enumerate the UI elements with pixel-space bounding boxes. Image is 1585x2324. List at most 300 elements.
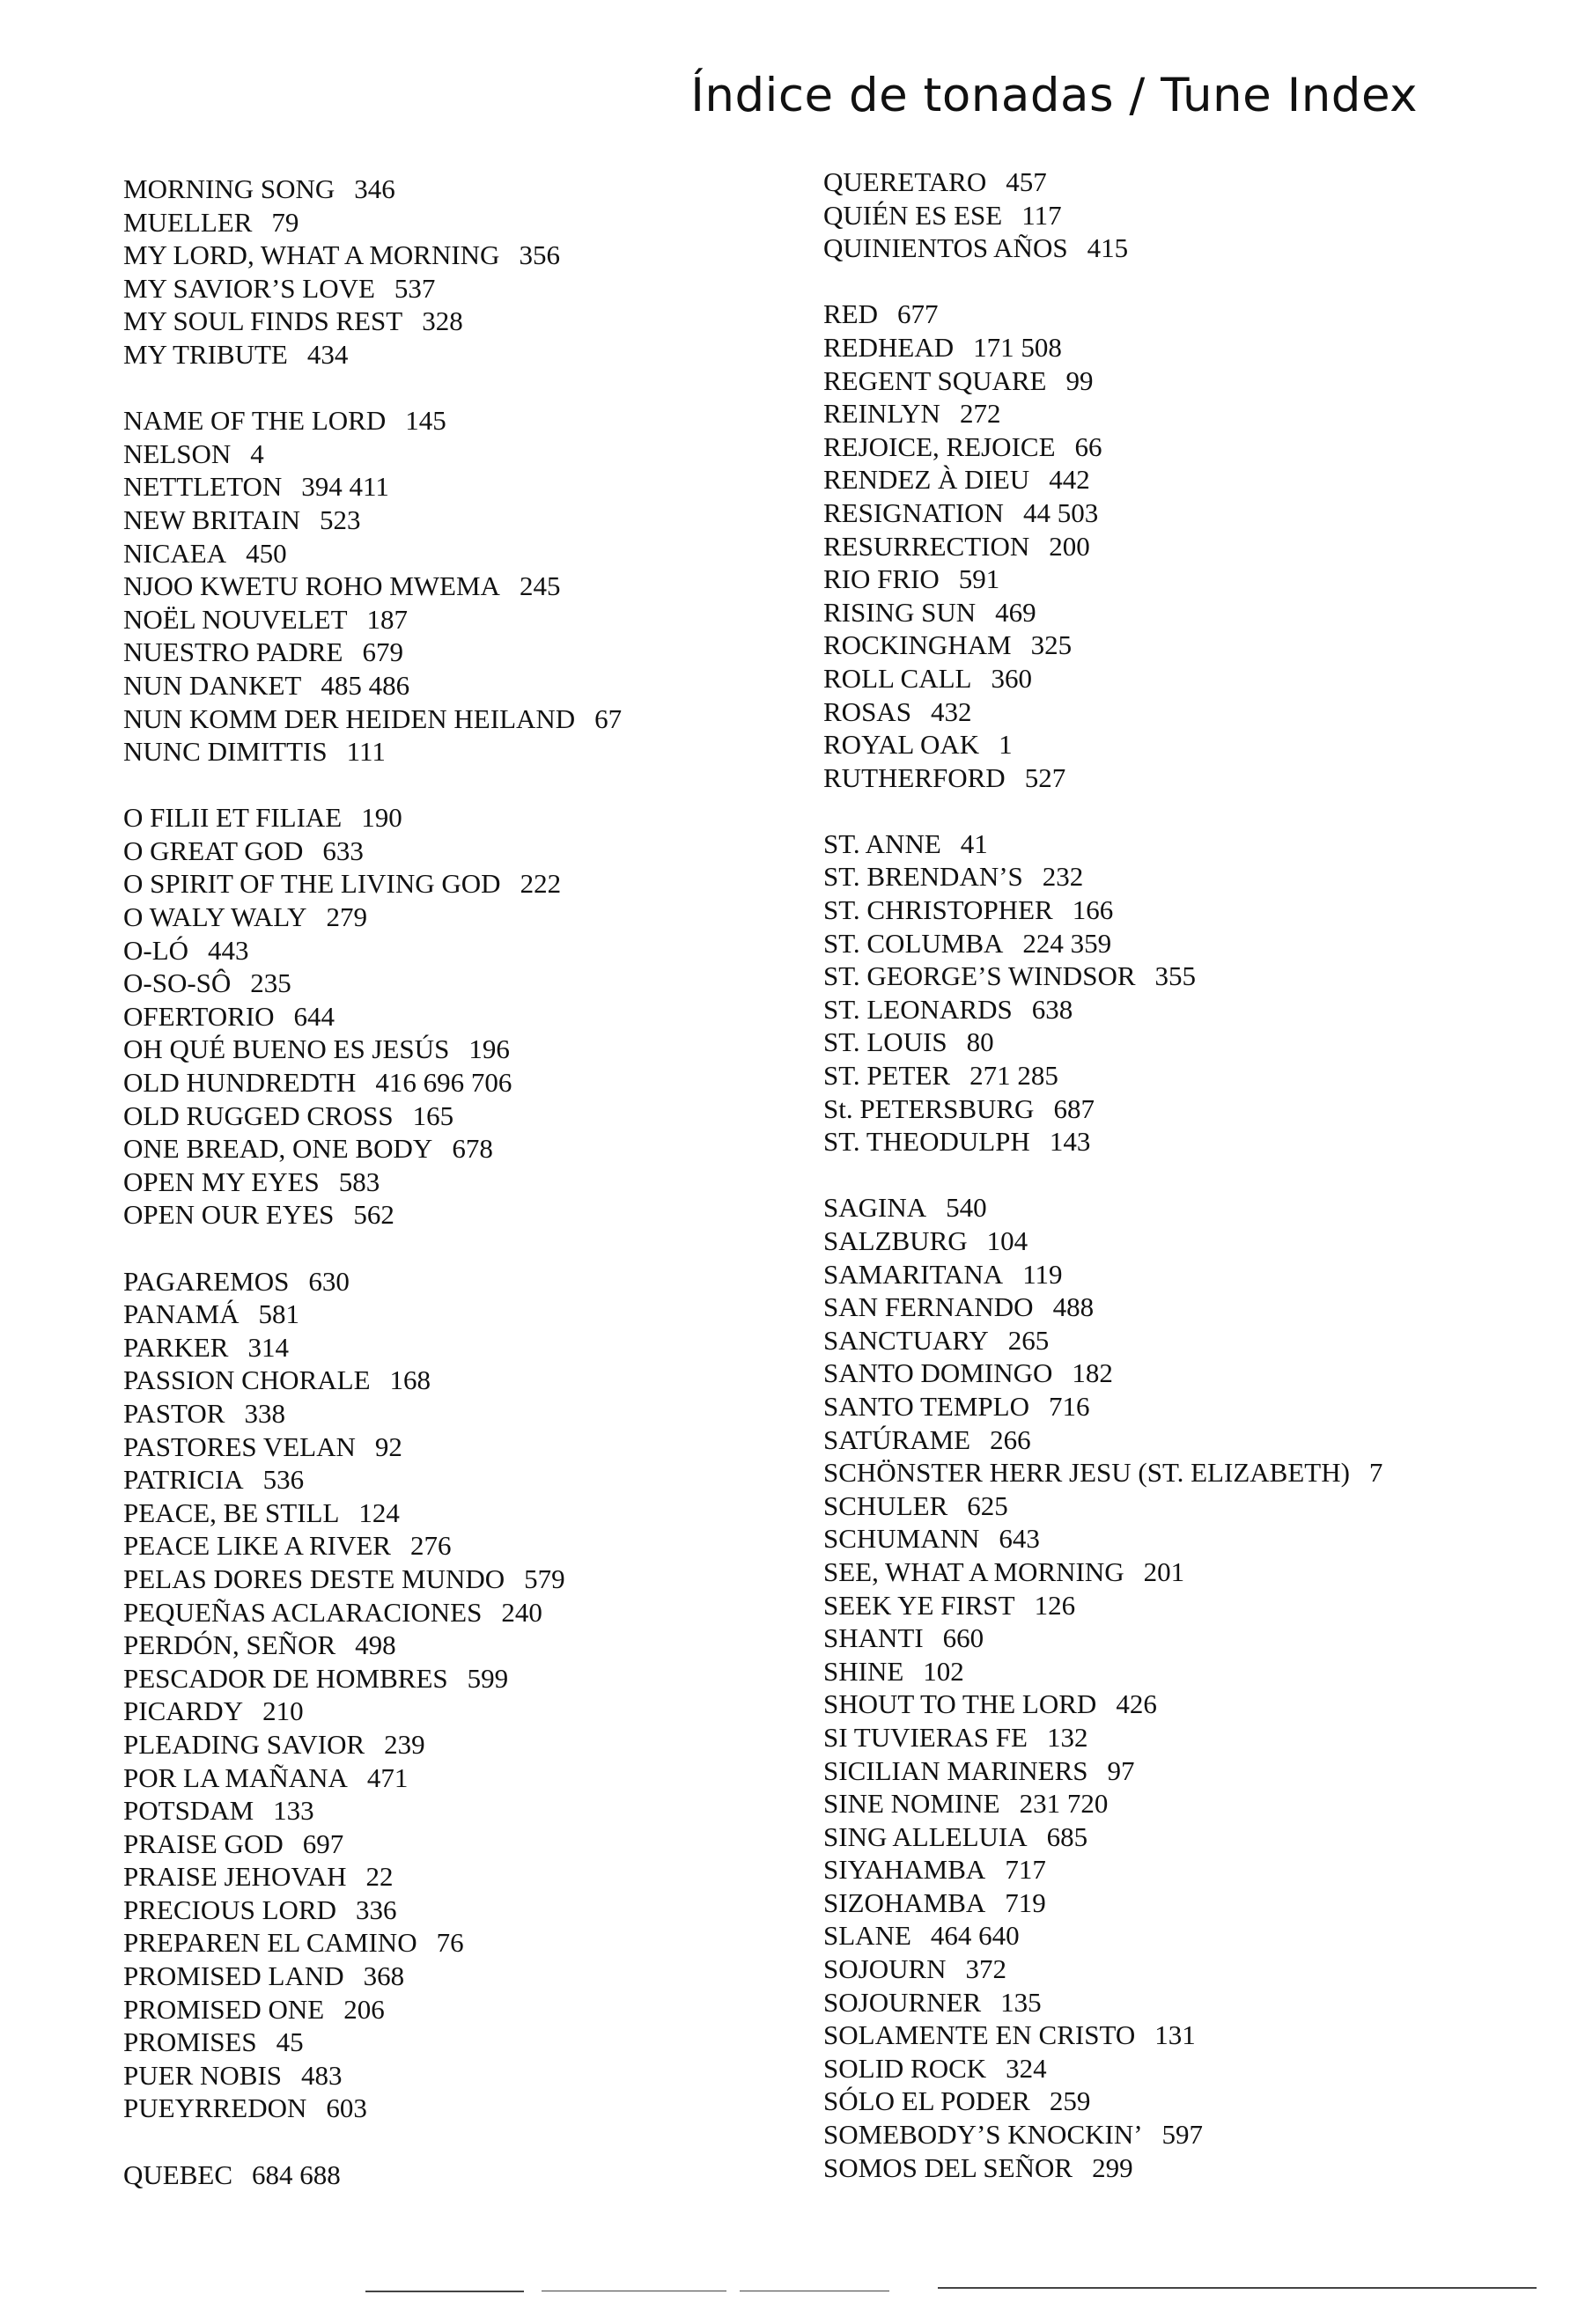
tune-name: SLANE <box>823 1920 911 1952</box>
hymn-numbers: 272 <box>959 398 1001 430</box>
tune-entry <box>123 206 792 239</box>
tune-name: NEW BRITAIN <box>123 504 301 535</box>
tune-name: SCHÖNSTER HERR JESU (ST. ELIZABETH) <box>823 1457 1350 1489</box>
hymn-numbers: 126 <box>1034 1589 1076 1621</box>
tune-entry <box>123 1529 792 1563</box>
tune-entry <box>823 993 1554 1026</box>
hymn-numbers: 372 <box>965 1953 1007 1985</box>
hymn-numbers: 597 <box>1161 2119 1204 2151</box>
tune-entry <box>823 1092 1554 1126</box>
tune-name: O-SO-SÔ <box>123 967 232 999</box>
hymn-numbers: 145 <box>405 405 446 437</box>
tune-name: SOLAMENTE EN CRISTO <box>823 2019 1136 2051</box>
hymn-numbers: 4 <box>250 438 264 469</box>
hymn-numbers: 643 <box>999 1523 1040 1555</box>
tune-name: O WALY WALY <box>123 901 307 933</box>
hymn-numbers: 135 <box>1000 1986 1042 2018</box>
hymn-numbers: 271 285 <box>969 1060 1058 1092</box>
tune-entry <box>123 1430 792 1464</box>
hymn-numbers: 633 <box>322 835 364 866</box>
hymn-numbers: 717 <box>1005 1854 1046 1886</box>
tune-name: PROMISED LAND <box>123 1960 344 1992</box>
hymn-numbers: 276 <box>409 1530 452 1562</box>
page-title: Índice de tonadas / Tune Index <box>690 69 1418 122</box>
tune-entry <box>823 1986 1554 2019</box>
hymn-numbers: 265 <box>1007 1324 1050 1356</box>
hymn-numbers: 562 <box>353 1199 394 1231</box>
tune-entry <box>823 2052 1554 2085</box>
tune-name: SÓLO EL PODER <box>823 2085 1030 2117</box>
tune-entry <box>123 1629 792 1662</box>
hymn-numbers: 80 <box>966 1026 994 1058</box>
hymn-numbers: 210 <box>262 1695 304 1727</box>
tune-name: SCHULER <box>823 1489 948 1521</box>
tune-name: PRAISE JEHOVAH <box>123 1861 347 1893</box>
hymn-numbers: 133 <box>273 1795 314 1827</box>
tune-name: OPEN OUR EYES <box>123 1199 335 1231</box>
tune-entry <box>123 702 792 736</box>
tune-name: NUN KOMM DER HEIDEN HEILAND <box>123 702 576 734</box>
tune-entry <box>823 1324 1554 1357</box>
hymn-numbers: 488 <box>1052 1291 1095 1323</box>
hymn-numbers: 196 <box>468 1033 510 1065</box>
tune-entry <box>123 2159 792 2192</box>
tune-name: QUERETARO <box>823 166 987 197</box>
hymn-numbers: 119 <box>1022 1258 1063 1290</box>
tune-entry <box>823 1059 1554 1092</box>
footer-rule <box>365 2291 524 2292</box>
hymn-numbers: 67 <box>594 702 623 734</box>
tune-name: OFERTORIO <box>123 1000 275 1032</box>
hymn-numbers: 360 <box>991 662 1032 694</box>
hymn-numbers: 168 <box>389 1364 431 1396</box>
hymn-numbers: 355 <box>1154 960 1197 992</box>
tune-entry <box>823 596 1554 629</box>
tune-entry <box>823 1555 1554 1589</box>
tune-name: SHINE <box>823 1655 904 1687</box>
hymn-numbers: 685 <box>1046 1820 1088 1852</box>
tune-name: O SPIRIT OF THE LIVING GOD <box>123 868 501 900</box>
tune-entry <box>123 1860 792 1894</box>
hymn-numbers: 102 <box>923 1655 964 1687</box>
tune-name: SATÚRAME <box>823 1423 971 1455</box>
tune-name: OPEN MY EYES <box>123 1166 320 1197</box>
tune-entry <box>123 1265 792 1298</box>
tune-name: QUIÉN ES ESE <box>823 199 1003 231</box>
tune-name: SINE NOMINE <box>823 1788 1000 1820</box>
tune-name: NUNC DIMITTIS <box>123 736 328 768</box>
tune-entry <box>823 1953 1554 1986</box>
tune-name: REJOICE, REJOICE <box>823 430 1056 462</box>
tune-name: POR LA MAÑANA <box>123 1761 348 1793</box>
tune-name: ST. GEORGE’S WINDSOR <box>823 960 1136 992</box>
hymn-numbers: 224 359 <box>1022 927 1112 959</box>
tune-name: PAGAREMOS <box>123 1265 290 1297</box>
tune-entry <box>123 967 792 1000</box>
footer-rule <box>938 2287 1537 2289</box>
tune-name: MORNING SONG <box>123 173 335 204</box>
hymn-numbers: 279 <box>326 901 367 933</box>
tune-name: REDHEAD <box>823 331 955 363</box>
hymn-numbers: 143 <box>1049 1126 1091 1158</box>
hymn-numbers: 338 <box>244 1397 285 1429</box>
hymn-numbers: 239 <box>384 1728 425 1760</box>
tune-name: ROSAS <box>823 695 911 727</box>
hymn-numbers: 540 <box>946 1192 987 1224</box>
tune-name: PROMISED ONE <box>123 1993 325 2025</box>
tune-name: SOJOURNER <box>823 1986 982 2018</box>
tune-name: PRECIOUS LORD <box>123 1894 337 1925</box>
tune-name: PERDÓN, SEÑOR <box>123 1629 336 1661</box>
hymn-numbers: 356 <box>519 239 560 271</box>
hymn-numbers: 450 <box>246 537 287 569</box>
tune-entry <box>123 438 792 471</box>
tune-entry <box>123 1960 792 1993</box>
tune-name: SOMOS DEL SEÑOR <box>823 2151 1073 2183</box>
tune-entry <box>123 1463 792 1497</box>
tune-name: ROYAL OAK <box>823 729 980 761</box>
letter-group <box>123 173 792 371</box>
tune-name: NUESTRO PADRE <box>123 636 343 668</box>
hymn-numbers: 182 <box>1072 1357 1113 1389</box>
tune-entry <box>823 1191 1554 1225</box>
hymn-numbers: 416 696 706 <box>375 1067 512 1099</box>
tune-entry <box>823 1489 1554 1523</box>
hymn-numbers: 324 <box>1006 2052 1047 2084</box>
hymn-numbers: 464 640 <box>930 1920 1020 1952</box>
hymn-numbers: 124 <box>358 1497 400 1528</box>
hymn-numbers: 259 <box>1049 2085 1091 2117</box>
hymn-numbers: 426 <box>1116 1688 1157 1720</box>
tune-entry <box>123 603 792 636</box>
tune-entry <box>823 960 1554 993</box>
hymn-numbers: 201 <box>1143 1555 1185 1587</box>
hymn-numbers: 314 <box>247 1331 289 1363</box>
tune-entry <box>823 1357 1554 1390</box>
tune-entry <box>123 2092 792 2125</box>
tune-name: PASTORES VELAN <box>123 1430 356 1462</box>
tune-name: SICILIAN MARINERS <box>823 1754 1088 1786</box>
tune-name: ROLL CALL <box>823 662 972 694</box>
tune-entry <box>823 2019 1554 2052</box>
hymn-numbers: 111 <box>346 736 386 768</box>
hymn-numbers: 104 <box>986 1225 1028 1256</box>
tune-entry <box>123 801 792 835</box>
hymn-numbers: 92 <box>374 1430 402 1462</box>
tune-name: ST. PETER <box>823 1060 951 1092</box>
tune-entry <box>123 1761 792 1795</box>
tune-name: SHOUT TO THE LORD <box>823 1688 1097 1720</box>
tune-entry <box>823 1258 1554 1291</box>
hymn-numbers: 583 <box>338 1166 380 1197</box>
hymn-numbers: 432 <box>930 695 972 727</box>
tune-name: ST. CHRISTOPHER <box>823 894 1053 926</box>
tune-entry <box>823 1291 1554 1324</box>
tune-name: PARKER <box>123 1331 229 1363</box>
hymn-numbers: 678 <box>452 1133 493 1165</box>
tune-name: OH QUÉ BUENO ES JESÚS <box>123 1033 450 1065</box>
hymn-numbers: 131 <box>1154 2019 1196 2051</box>
tune-name: O FILII ET FILIAE <box>123 802 343 834</box>
tune-name: PESCADOR DE HOMBRES <box>123 1662 448 1694</box>
tune-name: ONE BREAD, ONE BODY <box>123 1133 433 1165</box>
tune-name: SOLID ROCK <box>823 2052 987 2084</box>
tune-entry <box>823 695 1554 729</box>
letter-group <box>123 801 792 1232</box>
hymn-numbers: 537 <box>394 272 436 304</box>
tune-entry <box>123 2026 792 2059</box>
hymn-numbers: 45 <box>276 2026 304 2058</box>
tune-name: SANTO TEMPLO <box>823 1390 1029 1422</box>
tune-name: SEE, WHAT A MORNING <box>823 1555 1124 1587</box>
tune-entry <box>123 1132 792 1166</box>
tune-name: PELAS DORES DESTE MUNDO <box>123 1563 505 1594</box>
right-index-column <box>823 165 1554 2217</box>
tune-name: SHANTI <box>823 1622 924 1654</box>
tune-entry <box>823 2118 1554 2151</box>
hymn-numbers: 22 <box>365 1861 394 1893</box>
hymn-numbers: 687 <box>1053 1092 1095 1124</box>
hymn-numbers: 603 <box>326 2092 367 2124</box>
tune-entry <box>823 530 1554 563</box>
tune-entry <box>823 1622 1554 1655</box>
hymn-numbers: 485 486 <box>321 669 410 701</box>
tune-entry <box>823 2085 1554 2118</box>
tune-entry <box>123 1198 792 1232</box>
tune-name: SIZOHAMBA <box>823 1886 986 1918</box>
hymn-numbers: 76 <box>436 1927 464 1959</box>
tune-entry <box>823 860 1554 894</box>
hymn-numbers: 697 <box>302 1828 344 1859</box>
tune-name: RED <box>823 298 878 330</box>
hymn-numbers: 442 <box>1049 464 1090 496</box>
tune-name: PROMISES <box>123 2026 257 2058</box>
tune-name: SOMEBODY’S KNOCKIN’ <box>823 2119 1143 2151</box>
tune-name: O GREAT GOD <box>123 835 304 866</box>
tune-entry <box>823 1919 1554 1953</box>
letter-group <box>823 1191 1554 2184</box>
tune-entry <box>123 338 792 371</box>
tune-name: SAN FERNANDO <box>823 1291 1034 1323</box>
hymn-numbers: 325 <box>1030 629 1073 661</box>
tune-entry <box>123 239 792 272</box>
tune-entry <box>123 470 792 504</box>
tune-entry <box>123 1662 792 1695</box>
tune-entry <box>823 1225 1554 1258</box>
hymn-numbers: 222 <box>520 868 562 900</box>
tune-name: SALZBURG <box>823 1225 968 1256</box>
tune-entry <box>823 298 1554 331</box>
hymn-numbers: 483 <box>301 2059 343 2091</box>
tune-name: PICARDY <box>123 1695 244 1727</box>
tune-entry <box>123 272 792 305</box>
hymn-numbers: 97 <box>1107 1754 1135 1786</box>
tune-name: PLEADING SAVIOR <box>123 1728 365 1760</box>
tune-entry <box>823 728 1554 761</box>
tune-name: PEQUEÑAS ACLARACIONES <box>123 1596 483 1628</box>
tune-entry <box>123 1331 792 1364</box>
tune-name: ST. THEODULPH <box>823 1126 1030 1158</box>
tune-entry <box>123 1066 792 1099</box>
tune-entry <box>123 1000 792 1033</box>
hymn-numbers: 581 <box>258 1298 300 1330</box>
tune-entry <box>123 537 792 570</box>
tune-entry <box>823 1423 1554 1457</box>
tune-name: SAGINA <box>823 1192 927 1224</box>
hymn-numbers: 443 <box>208 934 249 966</box>
hymn-numbers: 231 720 <box>1019 1788 1109 1820</box>
letter-group <box>823 298 1554 794</box>
tune-name: RIO FRIO <box>823 563 940 595</box>
left-index-column <box>123 173 792 2225</box>
tune-name: ST. BRENDAN’S <box>823 861 1023 893</box>
tune-name: QUINIENTOS AÑOS <box>823 232 1068 264</box>
tune-name: RESIGNATION <box>823 496 1004 528</box>
tune-name: PEACE LIKE A RIVER <box>123 1530 391 1562</box>
hymn-numbers: 644 <box>293 1000 335 1032</box>
tune-entry <box>823 165 1554 199</box>
hymn-numbers: 498 <box>355 1629 396 1661</box>
tune-name: SING ALLELUIA <box>823 1820 1028 1852</box>
tune-name: NOËL NOUVELET <box>123 603 348 635</box>
hymn-numbers: 7 <box>1368 1457 1383 1489</box>
tune-name: QUEBEC <box>123 2159 232 2190</box>
tune-entry <box>823 2151 1554 2185</box>
tune-name: ST. COLUMBA <box>823 927 1004 959</box>
hymn-numbers: 368 <box>363 1960 405 1992</box>
tune-name: SANTO DOMINGO <box>823 1357 1053 1389</box>
tune-name: PANAMÁ <box>123 1298 240 1330</box>
tune-entry <box>123 1894 792 1927</box>
tune-name: ST. LEONARDS <box>823 993 1013 1025</box>
tune-entry <box>123 1828 792 1861</box>
tune-entry <box>823 563 1554 596</box>
tune-entry <box>823 1853 1554 1886</box>
hymn-numbers: 471 <box>366 1761 409 1793</box>
hymn-numbers: 299 <box>1092 2151 1133 2183</box>
tune-name: O-LÓ <box>123 934 189 966</box>
tune-name: RESURRECTION <box>823 530 1030 562</box>
tune-entry <box>123 1298 792 1331</box>
hymn-numbers: 591 <box>958 563 1000 595</box>
tune-entry <box>823 1655 1554 1688</box>
tune-entry <box>123 934 792 967</box>
hymn-numbers: 200 <box>1049 530 1090 562</box>
hymn-numbers: 527 <box>1024 761 1066 793</box>
tune-entry <box>123 1794 792 1828</box>
tune-name: SOJOURN <box>823 1953 947 1985</box>
tune-entry <box>123 1563 792 1596</box>
tune-name: REINLYN <box>823 398 940 430</box>
tune-name: RENDEZ À DIEU <box>823 464 1030 496</box>
tune-entry <box>823 662 1554 695</box>
tune-name: NICAEA <box>123 537 227 569</box>
hymn-numbers: 235 <box>250 967 291 999</box>
tune-name: OLD RUGGED CROSS <box>123 1099 394 1131</box>
tune-name: REGENT SQUARE <box>823 364 1047 396</box>
tune-name: MUELLER <box>123 206 253 238</box>
hymn-numbers: 245 <box>519 570 561 602</box>
tune-entry <box>123 1497 792 1530</box>
tune-entry <box>823 1125 1554 1158</box>
tune-name: POTSDAM <box>123 1795 254 1827</box>
tune-entry <box>123 570 792 603</box>
hymn-numbers: 232 <box>1042 861 1084 893</box>
tune-name: RUTHERFORD <box>823 761 1006 793</box>
hymn-numbers: 434 <box>306 338 349 370</box>
tune-entry <box>823 1688 1554 1721</box>
hymn-numbers: 44 503 <box>1022 496 1099 528</box>
hymn-numbers: 415 <box>1087 232 1129 264</box>
tune-name: St. PETERSBURG <box>823 1092 1035 1124</box>
tune-entry <box>823 827 1554 861</box>
tune-entry <box>123 504 792 537</box>
tune-entry <box>123 1099 792 1133</box>
tune-entry <box>123 173 792 206</box>
tune-entry <box>123 404 792 438</box>
letter-group <box>123 404 792 769</box>
hymn-numbers: 457 <box>1006 166 1047 197</box>
tune-name: ST. ANNE <box>823 827 941 859</box>
tune-entry <box>123 2059 792 2092</box>
tune-name: MY TRIBUTE <box>123 338 288 370</box>
hymn-numbers: 716 <box>1048 1390 1090 1422</box>
hymn-numbers: 599 <box>467 1662 509 1694</box>
hymn-numbers: 99 <box>1065 364 1094 396</box>
tune-name: PEACE, BE STILL <box>123 1497 340 1528</box>
hymn-numbers: 677 <box>897 298 939 330</box>
tune-entry <box>823 1456 1554 1489</box>
tune-name: MY SOUL FINDS REST <box>123 305 403 337</box>
tune-entry <box>123 636 792 669</box>
tune-entry <box>823 1026 1554 1059</box>
hymn-numbers: 79 <box>271 206 299 238</box>
letter-group <box>123 1265 792 2125</box>
letter-group <box>823 827 1554 1158</box>
tune-name: ROCKINGHAM <box>823 629 1012 661</box>
hymn-numbers: 206 <box>343 1993 385 2025</box>
tune-name: SI TUVIERAS FE <box>823 1721 1028 1753</box>
tune-name: PATRICIA <box>123 1464 244 1496</box>
tune-name: SCHUMANN <box>823 1523 980 1555</box>
tune-entry <box>823 397 1554 430</box>
tune-name: ST. LOUIS <box>823 1026 947 1058</box>
hymn-numbers: 719 <box>1005 1886 1046 1918</box>
hymn-numbers: 1 <box>999 729 1013 761</box>
tune-entry <box>123 1926 792 1960</box>
tune-name: RISING SUN <box>823 596 977 628</box>
tune-entry <box>823 1721 1554 1754</box>
hymn-numbers: 536 <box>262 1464 305 1496</box>
hymn-numbers: 266 <box>990 1423 1031 1455</box>
tune-name: PUEYRREDON <box>123 2092 307 2124</box>
tune-entry <box>823 331 1554 364</box>
tune-entry <box>123 669 792 702</box>
tune-name: NUN DANKET <box>123 669 302 701</box>
tune-entry <box>823 629 1554 662</box>
tune-entry <box>823 761 1554 795</box>
letter-group <box>123 2159 792 2192</box>
hymn-numbers: 41 <box>960 827 988 859</box>
tune-entry <box>823 463 1554 496</box>
hymn-numbers: 190 <box>361 802 402 834</box>
hymn-numbers: 638 <box>1031 993 1073 1025</box>
tune-name: SEEK YE FIRST <box>823 1589 1015 1621</box>
tune-entry <box>823 1522 1554 1555</box>
tune-entry <box>823 1390 1554 1423</box>
letter-group <box>823 165 1554 265</box>
hymn-numbers: 630 <box>308 1265 350 1297</box>
